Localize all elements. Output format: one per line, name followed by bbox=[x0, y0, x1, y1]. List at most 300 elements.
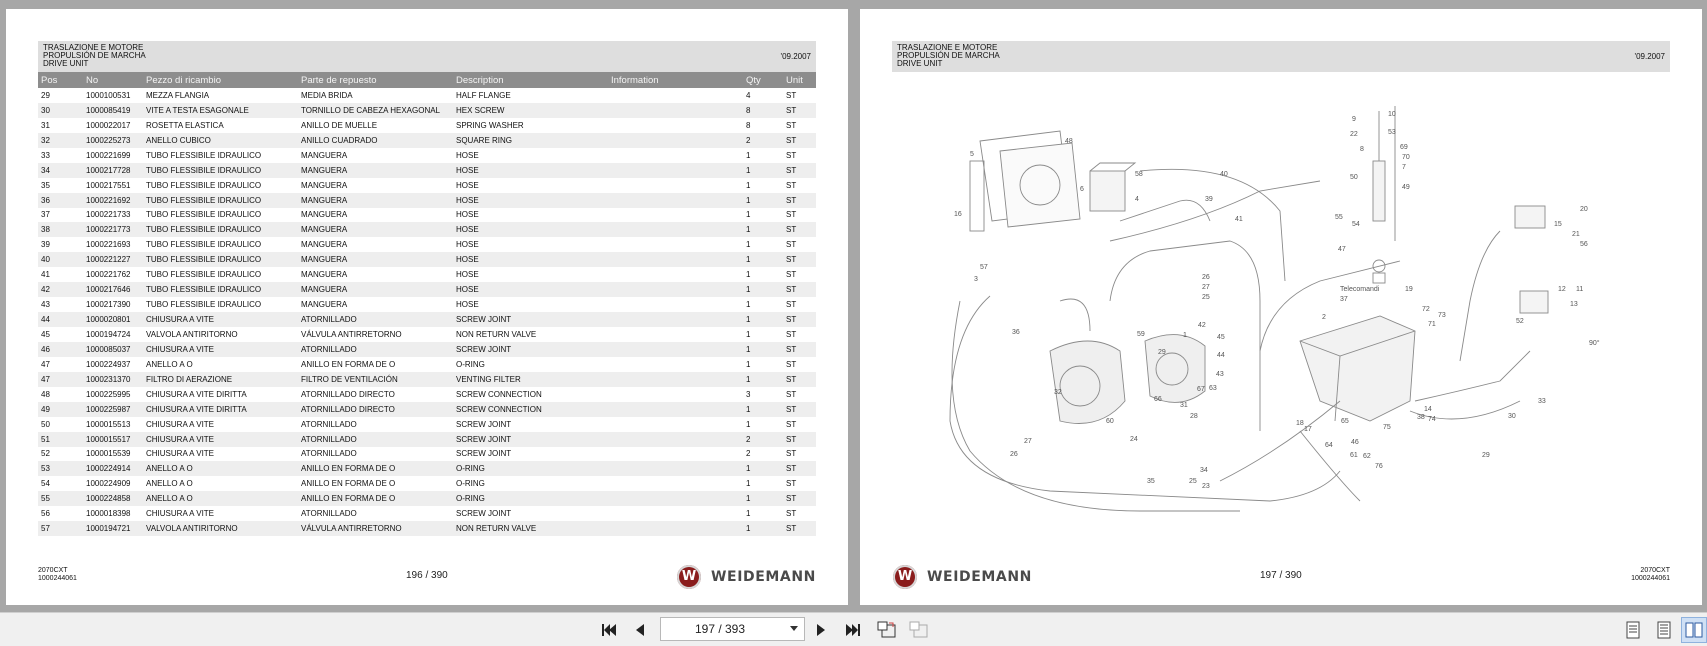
table-row bbox=[38, 447, 816, 462]
cell-unit: ST bbox=[783, 402, 816, 417]
cell-info bbox=[608, 208, 743, 223]
cell-qty: 1 bbox=[743, 327, 783, 342]
diagram-callout-label: 31 bbox=[1180, 402, 1188, 409]
header-date: '09.2007 bbox=[1634, 52, 1665, 61]
cell-part-no: 1000225995 bbox=[83, 387, 143, 402]
table-row bbox=[38, 163, 816, 178]
col-es: Parte de repuesto bbox=[298, 72, 453, 88]
diagram-callout-label: 47 bbox=[1338, 246, 1346, 253]
cell-info bbox=[608, 163, 743, 178]
cell-it: VITE A TESTA ESAGONALE bbox=[143, 103, 298, 118]
diagram-callout-label: 7 bbox=[1402, 164, 1406, 171]
cell-en: O-RING bbox=[453, 461, 608, 476]
cell-info bbox=[608, 237, 743, 252]
cell-info bbox=[608, 252, 743, 267]
cell-en: SCREW JOINT bbox=[453, 342, 608, 357]
cell-es: ATORNILLADO DIRECTO bbox=[298, 387, 453, 402]
cell-es: ANILLO EN FORMA DE O bbox=[298, 461, 453, 476]
diagram-callout-label: 38 bbox=[1417, 414, 1425, 421]
viewer-toolbar bbox=[0, 612, 1707, 646]
cell-it: VALVOLA ANTIRITORNO bbox=[143, 521, 298, 536]
diagram-callout-label: 35 bbox=[1147, 478, 1155, 485]
table-row bbox=[38, 402, 816, 417]
cell-part-no: 1000231370 bbox=[83, 372, 143, 387]
cell-en: HOSE bbox=[453, 193, 608, 208]
cell-part-no: 1000221693 bbox=[83, 237, 143, 252]
cell-it: TUBO FLESSIBILE IDRAULICO bbox=[143, 282, 298, 297]
cell-part-no: 1000225273 bbox=[83, 133, 143, 148]
cell-en: HOSE bbox=[453, 267, 608, 282]
header-line-en: DRIVE UNIT bbox=[43, 59, 89, 68]
cell-en: O-RING bbox=[453, 357, 608, 372]
cell-unit: ST bbox=[783, 282, 816, 297]
cell-it: CHIUSURA A VITE bbox=[143, 506, 298, 521]
footer-ids bbox=[1631, 567, 1670, 583]
cell-pos: 31 bbox=[38, 118, 83, 133]
cell-it: CHIUSURA A VITE DIRITTA bbox=[143, 402, 298, 417]
cell-part-no: 1000085037 bbox=[83, 342, 143, 357]
diagram-callout-label: 4 bbox=[1135, 196, 1139, 203]
cell-qty: 1 bbox=[743, 193, 783, 208]
diagram-callout-label: 42 bbox=[1198, 322, 1206, 329]
cell-pos: 46 bbox=[38, 342, 83, 357]
cell-en: SCREW CONNECTION bbox=[453, 387, 608, 402]
cell-pos: 42 bbox=[38, 282, 83, 297]
cell-pos: 37 bbox=[38, 208, 83, 223]
diagram-callout-label: 71 bbox=[1428, 321, 1436, 328]
diagram-callout-label: 48 bbox=[1065, 138, 1073, 145]
cell-it: TUBO FLESSIBILE IDRAULICO bbox=[143, 193, 298, 208]
cell-info bbox=[608, 521, 743, 536]
page-selector[interactable] bbox=[660, 617, 805, 641]
brand-logo bbox=[893, 565, 1032, 589]
table-row bbox=[38, 417, 816, 432]
cell-en: SCREW JOINT bbox=[453, 432, 608, 447]
diagram-callout-label: 5 bbox=[970, 151, 974, 158]
diagram-callout-label: 10 bbox=[1388, 111, 1396, 118]
cell-it: TUBO FLESSIBILE IDRAULICO bbox=[143, 163, 298, 178]
cell-info bbox=[608, 461, 743, 476]
page-number-input[interactable] bbox=[661, 618, 779, 640]
cell-pos: 47 bbox=[38, 372, 83, 387]
cell-unit: ST bbox=[783, 208, 816, 223]
cell-it: TUBO FLESSIBILE IDRAULICO bbox=[143, 297, 298, 312]
diagram-callout-label: 6 bbox=[1080, 186, 1084, 193]
cell-it: CHIUSURA A VITE bbox=[143, 312, 298, 327]
cell-pos: 44 bbox=[38, 312, 83, 327]
diagram-callout-label: 37 bbox=[1340, 296, 1348, 303]
cell-unit: ST bbox=[783, 461, 816, 476]
cell-info bbox=[608, 432, 743, 447]
diagram-callout-label: 27 bbox=[1024, 438, 1032, 445]
diagram-callout-label: 27 bbox=[1202, 284, 1210, 291]
cell-part-no: 1000015513 bbox=[83, 417, 143, 432]
cell-unit: ST bbox=[783, 133, 816, 148]
diagram-callout-label: 44 bbox=[1217, 352, 1225, 359]
cell-es: MANGUERA bbox=[298, 148, 453, 163]
cell-es: MANGUERA bbox=[298, 267, 453, 282]
diagram-callout-label: 2 bbox=[1322, 314, 1326, 321]
cell-es: MANGUERA bbox=[298, 222, 453, 237]
cell-info bbox=[608, 387, 743, 402]
diagram-callout-label: 8 bbox=[1360, 146, 1364, 153]
diagram-callout-label: 54 bbox=[1352, 221, 1360, 228]
rotate-button[interactable] bbox=[874, 617, 900, 643]
diagram-callout-label: 67 bbox=[1197, 386, 1205, 393]
col-info: Information bbox=[608, 72, 743, 88]
cell-part-no: 1000217390 bbox=[83, 297, 143, 312]
diagram-callout-label: 49 bbox=[1402, 184, 1410, 191]
cell-es: FILTRO DE VENTILACIÓN bbox=[298, 372, 453, 387]
cell-it: ANELLO A O bbox=[143, 461, 298, 476]
cell-en: SCREW JOINT bbox=[453, 312, 608, 327]
cell-info bbox=[608, 222, 743, 237]
table-row bbox=[38, 342, 816, 357]
cell-unit: ST bbox=[783, 118, 816, 133]
cell-unit: ST bbox=[783, 372, 816, 387]
cell-part-no: 1000221773 bbox=[83, 222, 143, 237]
cell-info bbox=[608, 103, 743, 118]
cell-part-no: 1000225987 bbox=[83, 402, 143, 417]
cell-info bbox=[608, 133, 743, 148]
cell-unit: ST bbox=[783, 432, 816, 447]
cell-en: HOSE bbox=[453, 237, 608, 252]
cell-pos: 40 bbox=[38, 252, 83, 267]
single-page-view-button[interactable] bbox=[1620, 617, 1646, 643]
cell-es: VÁLVULA ANTIRRETORNO bbox=[298, 327, 453, 342]
table-row bbox=[38, 88, 816, 103]
diagram-callout-label: 34 bbox=[1200, 467, 1208, 474]
diagram-callout-label: 46 bbox=[1351, 439, 1359, 446]
cell-part-no: 1000221227 bbox=[83, 252, 143, 267]
cell-part-no: 1000217728 bbox=[83, 163, 143, 178]
footer-model: 2070CXT bbox=[1640, 567, 1670, 574]
cell-it: TUBO FLESSIBILE IDRAULICO bbox=[143, 148, 298, 163]
cell-part-no: 1000018398 bbox=[83, 506, 143, 521]
cell-en: HALF FLANGE bbox=[453, 88, 608, 103]
diagram-callout-label: 21 bbox=[1572, 231, 1580, 238]
brand-wordmark: WEIDEMANN bbox=[927, 569, 1032, 585]
table-row bbox=[38, 178, 816, 193]
exploded-parts-diagram bbox=[940, 101, 1660, 556]
col-qty: Qty bbox=[743, 72, 783, 88]
cell-it: ANELLO A O bbox=[143, 476, 298, 491]
cell-info bbox=[608, 312, 743, 327]
diagram-callout-label: 36 bbox=[1012, 329, 1020, 336]
cell-qty: 1 bbox=[743, 148, 783, 163]
prev-page-button[interactable] bbox=[627, 617, 653, 643]
cell-unit: ST bbox=[783, 387, 816, 402]
cell-en: HOSE bbox=[453, 148, 608, 163]
diagram-callout-label: 50 bbox=[1350, 174, 1358, 181]
diagram-callout-label: 24 bbox=[1130, 436, 1138, 443]
cell-pos: 32 bbox=[38, 133, 83, 148]
parts-table bbox=[38, 72, 816, 536]
table-row bbox=[38, 193, 816, 208]
cell-en: HOSE bbox=[453, 282, 608, 297]
cell-it: TUBO FLESSIBILE IDRAULICO bbox=[143, 222, 298, 237]
cell-pos: 41 bbox=[38, 267, 83, 282]
cell-en: VENTING FILTER bbox=[453, 372, 608, 387]
next-page-icon bbox=[813, 622, 829, 638]
cell-es: ATORNILLADO bbox=[298, 342, 453, 357]
cell-qty: 4 bbox=[743, 88, 783, 103]
cell-pos: 53 bbox=[38, 461, 83, 476]
cell-part-no: 1000221699 bbox=[83, 148, 143, 163]
diagram-callout-label: Telecomandi bbox=[1340, 286, 1380, 293]
cell-it: TUBO FLESSIBILE IDRAULICO bbox=[143, 252, 298, 267]
next-page-button[interactable] bbox=[808, 617, 834, 643]
header-title bbox=[43, 44, 146, 68]
diagram-callout-label: 74 bbox=[1428, 416, 1436, 423]
cell-pos: 29 bbox=[38, 88, 83, 103]
cell-unit: ST bbox=[783, 103, 816, 118]
diagram-callout-label: 29 bbox=[1158, 349, 1166, 356]
cell-it: ANELLO CUBICO bbox=[143, 133, 298, 148]
cell-qty: 1 bbox=[743, 178, 783, 193]
col-pos: Pos bbox=[38, 72, 83, 88]
last-page-button[interactable] bbox=[840, 617, 866, 643]
table-row bbox=[38, 521, 816, 536]
weidemann-emblem-icon bbox=[677, 565, 701, 589]
diagram-callout-label: 55 bbox=[1335, 214, 1343, 221]
cell-en: HOSE bbox=[453, 222, 608, 237]
cell-es: MANGUERA bbox=[298, 208, 453, 223]
diagram-callout-label: 75 bbox=[1383, 424, 1391, 431]
cell-it: ROSETTA ELASTICA bbox=[143, 118, 298, 133]
cell-es: ATORNILLADO bbox=[298, 506, 453, 521]
cell-info bbox=[608, 357, 743, 372]
diagram-callout-label: 41 bbox=[1235, 216, 1243, 223]
diagram-callout-label: 12 bbox=[1558, 286, 1566, 293]
cell-pos: 39 bbox=[38, 237, 83, 252]
rotate-icon bbox=[877, 621, 897, 639]
cell-qty: 2 bbox=[743, 133, 783, 148]
table-row bbox=[38, 387, 816, 402]
diagram-callout-label: 23 bbox=[1202, 483, 1210, 490]
diagram-callout-label: 25 bbox=[1202, 294, 1210, 301]
cell-part-no: 1000221692 bbox=[83, 193, 143, 208]
cell-es: ANILLO EN FORMA DE O bbox=[298, 357, 453, 372]
cell-qty: 1 bbox=[743, 461, 783, 476]
cell-it: TUBO FLESSIBILE IDRAULICO bbox=[143, 237, 298, 252]
cell-part-no: 1000217551 bbox=[83, 178, 143, 193]
diagram-callout-label: 26 bbox=[1202, 274, 1210, 281]
footer-ids bbox=[38, 567, 77, 583]
cell-info bbox=[608, 506, 743, 521]
cell-it: CHIUSURA A VITE bbox=[143, 432, 298, 447]
cell-pos: 33 bbox=[38, 148, 83, 163]
cell-it: CHIUSURA A VITE bbox=[143, 342, 298, 357]
brand-wordmark: WEIDEMANN bbox=[711, 569, 816, 585]
cell-qty: 1 bbox=[743, 252, 783, 267]
col-it: Pezzo di ricambio bbox=[143, 72, 298, 88]
header-line-it: TRASLAZIONE E MOTORE bbox=[43, 43, 144, 52]
diagram-callout-label: 39 bbox=[1205, 196, 1213, 203]
cell-unit: ST bbox=[783, 327, 816, 342]
table-row bbox=[38, 267, 816, 282]
cell-qty: 1 bbox=[743, 163, 783, 178]
prev-page-icon bbox=[632, 622, 648, 638]
cell-pos: 30 bbox=[38, 103, 83, 118]
first-page-button[interactable] bbox=[596, 617, 622, 643]
cell-es: MANGUERA bbox=[298, 193, 453, 208]
cell-pos: 34 bbox=[38, 163, 83, 178]
cell-unit: ST bbox=[783, 476, 816, 491]
cell-info bbox=[608, 491, 743, 506]
diagram-callout-label: 28 bbox=[1190, 413, 1198, 420]
diagram-callout-label: 40 bbox=[1220, 171, 1228, 178]
page-header bbox=[892, 41, 1670, 72]
diagram-callout-label: 52 bbox=[1516, 318, 1524, 325]
diagram-callout-label: 62 bbox=[1363, 453, 1371, 460]
cell-info bbox=[608, 342, 743, 357]
diagram-callout-label: 16 bbox=[954, 211, 962, 218]
cell-pos: 54 bbox=[38, 476, 83, 491]
cell-qty: 1 bbox=[743, 267, 783, 282]
chevron-down-icon[interactable] bbox=[790, 626, 798, 631]
diagram-callout-label: 57 bbox=[980, 264, 988, 271]
diagram-callout-label: 60 bbox=[1106, 418, 1114, 425]
diagram-callout-label: 66 bbox=[1154, 396, 1162, 403]
diagram-callout-label: 73 bbox=[1438, 312, 1446, 319]
cell-es: MANGUERA bbox=[298, 178, 453, 193]
cell-unit: ST bbox=[783, 297, 816, 312]
cell-pos: 35 bbox=[38, 178, 83, 193]
cell-part-no: 1000194724 bbox=[83, 327, 143, 342]
cell-pos: 36 bbox=[38, 193, 83, 208]
cell-part-no: 1000224909 bbox=[83, 476, 143, 491]
cell-es: ANILLO EN FORMA DE O bbox=[298, 476, 453, 491]
cell-unit: ST bbox=[783, 447, 816, 462]
cell-unit: ST bbox=[783, 312, 816, 327]
cell-it: FILTRO DI AERAZIONE bbox=[143, 372, 298, 387]
table-row bbox=[38, 357, 816, 372]
table-row bbox=[38, 118, 816, 133]
cell-it: CHIUSURA A VITE DIRITTA bbox=[143, 387, 298, 402]
cell-unit: ST bbox=[783, 252, 816, 267]
cell-part-no: 1000015517 bbox=[83, 432, 143, 447]
diagram-callout-label: 65 bbox=[1341, 418, 1349, 425]
cell-pos: 55 bbox=[38, 491, 83, 506]
cell-en: O-RING bbox=[453, 476, 608, 491]
cell-qty: 1 bbox=[743, 297, 783, 312]
header-line-es: PROPULSIÓN DE MARCHA bbox=[43, 51, 146, 60]
cell-unit: ST bbox=[783, 491, 816, 506]
cell-qty: 1 bbox=[743, 521, 783, 536]
diagram-callout-label: 90° bbox=[1589, 340, 1600, 347]
cell-qty: 1 bbox=[743, 476, 783, 491]
cell-en: O-RING bbox=[453, 491, 608, 506]
table-row bbox=[38, 148, 816, 163]
page-number: 196 / 390 bbox=[406, 570, 448, 581]
cell-info bbox=[608, 417, 743, 432]
cell-part-no: 1000194721 bbox=[83, 521, 143, 536]
cell-qty: 2 bbox=[743, 447, 783, 462]
table-row bbox=[38, 133, 816, 148]
table-row bbox=[38, 432, 816, 447]
cell-es: VÁLVULA ANTIRRETORNO bbox=[298, 521, 453, 536]
cell-info bbox=[608, 178, 743, 193]
cell-qty: 1 bbox=[743, 312, 783, 327]
cell-info bbox=[608, 88, 743, 103]
cell-es: MANGUERA bbox=[298, 163, 453, 178]
table-row bbox=[38, 282, 816, 297]
cell-qty: 1 bbox=[743, 208, 783, 223]
cell-info bbox=[608, 402, 743, 417]
cell-en: HOSE bbox=[453, 178, 608, 193]
cell-pos: 51 bbox=[38, 432, 83, 447]
table-row bbox=[38, 372, 816, 387]
table-row bbox=[38, 476, 816, 491]
table-row bbox=[38, 312, 816, 327]
cell-part-no: 1000015539 bbox=[83, 447, 143, 462]
diagram-callout-label: 22 bbox=[1350, 131, 1358, 138]
diagram-callout-label: 70 bbox=[1402, 154, 1410, 161]
cell-qty: 1 bbox=[743, 506, 783, 521]
diagram-callout-label: 30 bbox=[1508, 413, 1516, 420]
diagram-callout-label: 72 bbox=[1422, 306, 1430, 313]
cell-pos: 43 bbox=[38, 297, 83, 312]
page-header bbox=[38, 41, 816, 72]
diagram-callout-label: 19 bbox=[1405, 286, 1413, 293]
cell-part-no: 1000221733 bbox=[83, 208, 143, 223]
cell-qty: 1 bbox=[743, 417, 783, 432]
continuous-view-button[interactable] bbox=[1651, 617, 1677, 643]
header-line-it: TRASLAZIONE E MOTORE bbox=[897, 43, 998, 52]
diagram-callout-label: 29 bbox=[1482, 452, 1490, 459]
col-unit: Unit bbox=[783, 72, 816, 88]
left-page bbox=[6, 9, 848, 605]
cell-qty: 2 bbox=[743, 432, 783, 447]
fit-page-icon bbox=[909, 621, 929, 639]
cell-es: ATORNILLADO bbox=[298, 312, 453, 327]
fit-page-button[interactable] bbox=[906, 617, 932, 643]
cell-unit: ST bbox=[783, 178, 816, 193]
cell-it: TUBO FLESSIBILE IDRAULICO bbox=[143, 267, 298, 282]
cell-en: HOSE bbox=[453, 252, 608, 267]
diagram-callout-label: 58 bbox=[1135, 171, 1143, 178]
two-page-view-button[interactable] bbox=[1681, 617, 1707, 643]
diagram-callout-label: 61 bbox=[1350, 452, 1358, 459]
cell-info bbox=[608, 118, 743, 133]
table-row bbox=[38, 461, 816, 476]
cell-it: ANELLO A O bbox=[143, 357, 298, 372]
cell-unit: ST bbox=[783, 521, 816, 536]
weidemann-emblem-icon bbox=[893, 565, 917, 589]
cell-es: TORNILLO DE CABEZA HEXAGONAL bbox=[298, 103, 453, 118]
diagram-callout-label: 76 bbox=[1375, 463, 1383, 470]
cell-part-no: 1000020801 bbox=[83, 312, 143, 327]
cell-it: VALVOLA ANTIRITORNO bbox=[143, 327, 298, 342]
cell-unit: ST bbox=[783, 417, 816, 432]
cell-en: SCREW JOINT bbox=[453, 417, 608, 432]
cell-en: HOSE bbox=[453, 297, 608, 312]
diagram-callout-label: 18 bbox=[1296, 420, 1304, 427]
footer-doc-number: 1000244061 bbox=[1631, 575, 1670, 582]
cell-pos: 56 bbox=[38, 506, 83, 521]
header-line-en: DRIVE UNIT bbox=[897, 59, 943, 68]
diagram-callout-label: 1 bbox=[1183, 332, 1187, 339]
cell-part-no: 1000100531 bbox=[83, 88, 143, 103]
diagram-callout-label: 59 bbox=[1137, 331, 1145, 338]
cell-part-no: 1000022017 bbox=[83, 118, 143, 133]
cell-qty: 3 bbox=[743, 387, 783, 402]
cell-it: TUBO FLESSIBILE IDRAULICO bbox=[143, 208, 298, 223]
cell-part-no: 1000221762 bbox=[83, 267, 143, 282]
cell-es: MEDIA BRIDA bbox=[298, 88, 453, 103]
cell-it: MEZZA FLANGIA bbox=[143, 88, 298, 103]
